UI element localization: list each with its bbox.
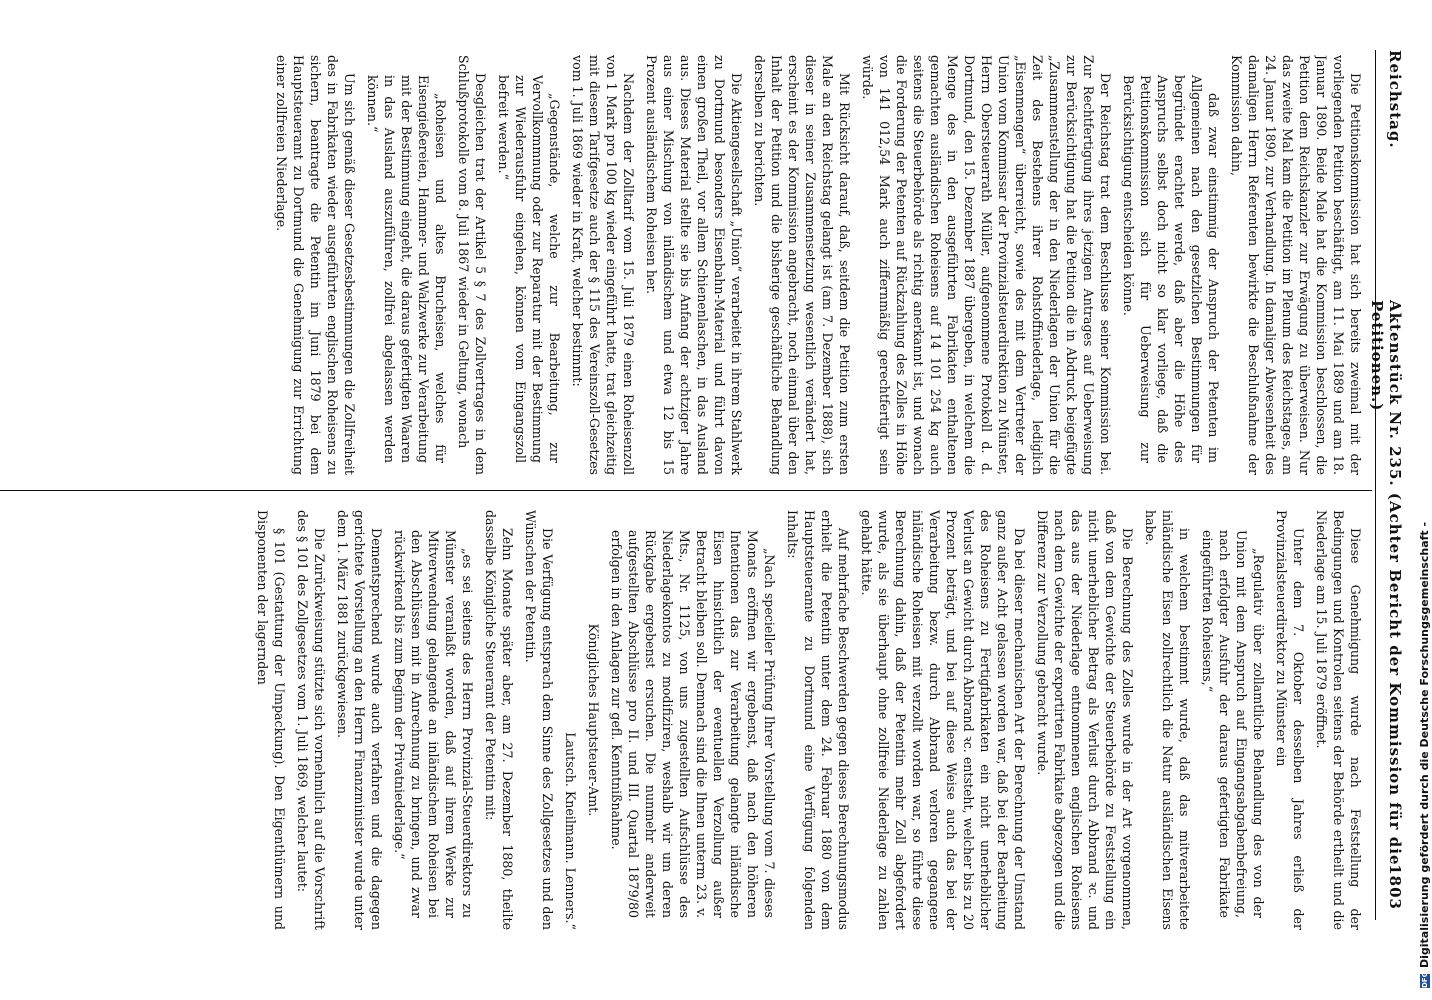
paragraph: Um sich gemäß dieser Gesetzesbestimmungen die Zollfreiheit des in Fabrikaten wieder ausgeführten englischen Roheisens zu sichern, beantragte die Petentin im Juni 1879 bei dem Hauptsteueramt zu Dortmund die Genehmigung zur Errichtung einer zollfreien Niederlage. bbox=[274, 55, 357, 475]
header-left: Reichstag. bbox=[1386, 50, 1404, 149]
paragraph: Da bei dieser mechanischen Art der Berechnung der Umstand ganz außer Acht gelassen worden war, daß bei der Bearbeitung des Roheisens zu Fertigfabrikaten ein nicht unerheblicher Verlust an Gewicht durch Abbrand ꝛc. entsteht, welcher bis zu 20 Prozent beträgt, und bei auf diese Weise auch das bei der Verarbeitung bezw. durch Abbrand verloren gegangene inländische Roheisen mit verzollt worden war, so führte diese Berechnung dahin, daß der Petentin mehr Zoll abgefordert wurde, als sie überhaupt ohne zollfreie Niederlage zu zahlen gehabt hätte. bbox=[859, 510, 1027, 930]
paragraph: Dementsprechend wurde auch verfahren und die dagegen gerichtete Vorstellung an den Herrn Finanzminister wurde unter dem 1. März 1881 zurückgewiesen. bbox=[335, 510, 384, 930]
page-header bbox=[1368, 50, 1404, 910]
paragraph: Die Berechnung des Zolles wurde in der Art vorgenommen, daß von dem Gewichte der Steuerbehörde zu Feststellung ein nicht unerheblicher Betrag als Verlust durch Abbrand ꝛc. und das aus der Niederlage entnommenen englischen Roheisens nach dem Gewichte der exportirten Fabrikate abgezogen und die Differenz zur Verzollung gebracht wurde. bbox=[1035, 510, 1135, 930]
paragraph: Desgleichen trat der Artikel 5 § 7 des Zollvertrages in dem Schlußprotokolle vom 8. Juli 1867 wieder in Geltung, wonach bbox=[456, 55, 488, 475]
paragraph: Mit Rücksicht darauf, daß, seitdem die Petition zum ersten Male an den Reichstag gelangt ist (am 7. Dezember 1888), sich dieser in seiner Zusammensetzung wesentlich verändert hat, erscheint es der Kommission angebracht, noch einmal über den Inhalt der Petition und die bisherige geschäftliche Behandlung derselben zu berichten. bbox=[752, 55, 852, 475]
paragraph: „es sei seitens des Herrn Provinzial-Steuerdirektors zu Münster veranlaßt worden, daß auf ihrem Werke zur Mitverwendung gelangende an inländischem Roheisen bei den Abschlüssen mit in Anrechnung zu bringen, und zwar rückwirkend bis zum Beginn der Privatniederlage.“ bbox=[392, 530, 475, 918]
paragraph: Der Reichstag trat dem Beschlusse seiner Kommission bei. Zur Rechtfertigung ihres jetzigen Antrages auf Ueberweisung zur Berücksichtigung hat die Petition die in Abdruck beigefügte „Zusammenstellung der in den Niederlagen der Union für die Zeit des Bestehens ihrer Rohstoffniederlage, lediglich „Eisenmengen“ überreicht, sowie des mit dem Vertreter der Union vom Kommissar der Provinzialsteuerdirektion zu Münster, Herrn Obersteuerrath Müller, aufgenommene Protokoll d. d. Dortmund, den 15. Dezember 1887 übergeben, in welchem die Menge des in den ausgeführten Fabrikaten enthaltenen gemachten ausländischen Roheisens auf 14 101 254 kg auch seitens die Steuerbehörde als richtig anerkannt ist, und wonach die Forderung der Petenten auf Rückzahlung des Zolles in Höhe von 141 012,54 Mark auch ziffernmäßig gerechtfertigt sein würde. bbox=[860, 55, 1113, 475]
paragraph: „Gegenstände, welche zur Bearbeitung, zur Vervollkommnung oder zur Reparatur mit der Bestimmung zur Wiederausfuhr eingehen, können vom Eingangszoll befreit werden.“ bbox=[496, 75, 562, 463]
paragraph: § 101 (Gestattung der Umpackung). Den Eigenthümern und Disponenten der lagernden bbox=[255, 510, 287, 930]
paragraph: Die Zurückweisung stützte sich vornehmlich auf die Vorschrift des § 101 des Zollgesetzes vom 1. Juli 1869, welcher lautet: bbox=[295, 510, 327, 930]
signature-names: Lautsch. Kneilmann. Lenners.“ bbox=[563, 732, 578, 930]
left-column bbox=[14, 55, 1364, 475]
paragraph: Nachdem der Zolltarif vom 15. Juli 1879 einen Roheisenzoll von 1 Mark pro 100 kg wieder eingeführt hatte, trat gleichzeitig mit diesem Tarifgesetze auch der § 115 des Vereinszoll-Gesetzes vom 1. Juli 1869 wieder in Kraft, welcher bestimmt: bbox=[570, 55, 636, 475]
paragraph: „Roheisen und altes Brucheisen, welches für Eisengießereien, Hammer- und Walzwerke zur Verarbeitung mit der Bestimmung eingeht, die daraus gefertigten Waaren in das Ausland auszuführen, zollfrei abgelassen werden können.“ bbox=[365, 75, 448, 463]
column-divider bbox=[0, 490, 1372, 491]
right-column bbox=[14, 510, 1364, 930]
header-title: Aktenstück Nr. 235. (Achter Bericht der Kommission für die Petitionen.) bbox=[1368, 300, 1404, 866]
paragraph: Die Verfügung entsprach dem Sinne des Zollgesetzes und den Wünschen der Petentin. bbox=[523, 510, 555, 930]
paragraph: daß zwar einstimmig der Anspruch der Petenten im Allgemeinen nach den gesetzlichen Bestimmungen für begründet erachtet werde, daß aber die Höhe des Anspruchs selbst doch nicht so klar vorliege, daß die Petitionskommission sich für Ueberweisung zur Berücksichtigung entscheiden könne. bbox=[1121, 75, 1221, 463]
dfg-logo-icon: DFG bbox=[1421, 971, 1429, 988]
paragraph: „Regulativ über zollamtliche Behandlung des von der Union mit dem Anspruch auf Eingangsabgabenbefreiung, nach erfolgter Ausfuhr der daraus gefertigten Fabrikate eingeführten Roheisens,“ bbox=[1200, 530, 1266, 918]
paragraph: Diese Genehmigung wurde nach Feststellung der Bedingungen und Kontrolen seitens der Behörde ertheilt und die Niederlage am 15. Juli 1879 eröffnet. bbox=[1314, 510, 1363, 930]
paragraph: Die Aktiengesellschaft „Union“ verarbeitet in ihrem Stahlwerk zu Dortmund besonders Eisenbahn-Material und führt davon einen großen Theil, vor allem Schienenlaschen, in das Ausland aus. Dieses Material stellte sie bis Anfang der achtziger Jahre aus einer Mischung von inländischem und etwa 12 bis 15 Prozent ausländischem Roheisen her. bbox=[644, 55, 744, 475]
credit-text: Digitalisierung gefördert durch die Deutsche Forschungsgemeinschaft - bbox=[1418, 521, 1431, 968]
page-number: 1803 bbox=[1386, 864, 1404, 910]
paragraph: Die Petitionskommission hat sich bereits zweimal mit der vorliegenden Petition beschäftigt, am 11. Mai 1889 und am 18. Januar 1890. Beide Male hat die Kommission beschlossen, die Petition dem Reichskanzler zur Erwägung zu überweisen. Nur das zweite Mal kam die Petition im Plenum des Reichstages, am 24. Januar 1890, zur Verhandlung. In damaliger Abwesenheit des damaligen Herrn Referenten bewirkte die Beschlußnahme der Kommission dahin, bbox=[1229, 55, 1363, 475]
paragraph: Unter dem 7. Oktober desselben Jahres erließ der Provinzialsteuerdirektor zu Münster ein bbox=[1274, 510, 1306, 930]
signature-office: Königliches Hauptsteuer-Amt. bbox=[586, 623, 601, 817]
paragraph: „Nach specieller Prüfung Ihrer Vorstellung vom 7. dieses Monats eröffnen wir ergebenst, daß nach den höheren Intentionen das zur Verarbeitung gelangte inländische Eisen hinsichtlich der eventuellen Verzollung außer Betracht bleiben soll. Demnach sind die Ihnen unterm 23. v. Mts., Nr. 1125, von uns zugestellten Aufschlüsse des Niederlagekontos zu modifiziren, weshalb wir um deren Rückgabe ergebenst ersuchen. Die nunmehr anderweit aufgestellten Abschlüsse pro II. und III. Quartal 1879/80 erfolgen in den Anlagen zur gefl. Kenntnißnahme. bbox=[609, 530, 777, 918]
paragraph: in welchem bestimmt wurde, daß das mitverarbeitete inländische Eisen zollrechtlich die Natur ausländischen Eisens habe. bbox=[1143, 510, 1192, 930]
header-rule bbox=[1375, 50, 1376, 920]
paragraph: Zehn Monate später aber, am 27. Dezember 1880, theilte dasselbe Königliche Steueramt der Petentin mit: bbox=[483, 510, 515, 930]
credit-line bbox=[1418, 522, 1431, 988]
paragraph: Auf mehrfache Beschwerden gegen dieses Berechnungsmodus erhielt die Petentin unter dem 24. Februar 1880 von dem Hauptsteueramte zu Dortmund eine Verfügung folgenden Inhalts: bbox=[785, 510, 851, 930]
